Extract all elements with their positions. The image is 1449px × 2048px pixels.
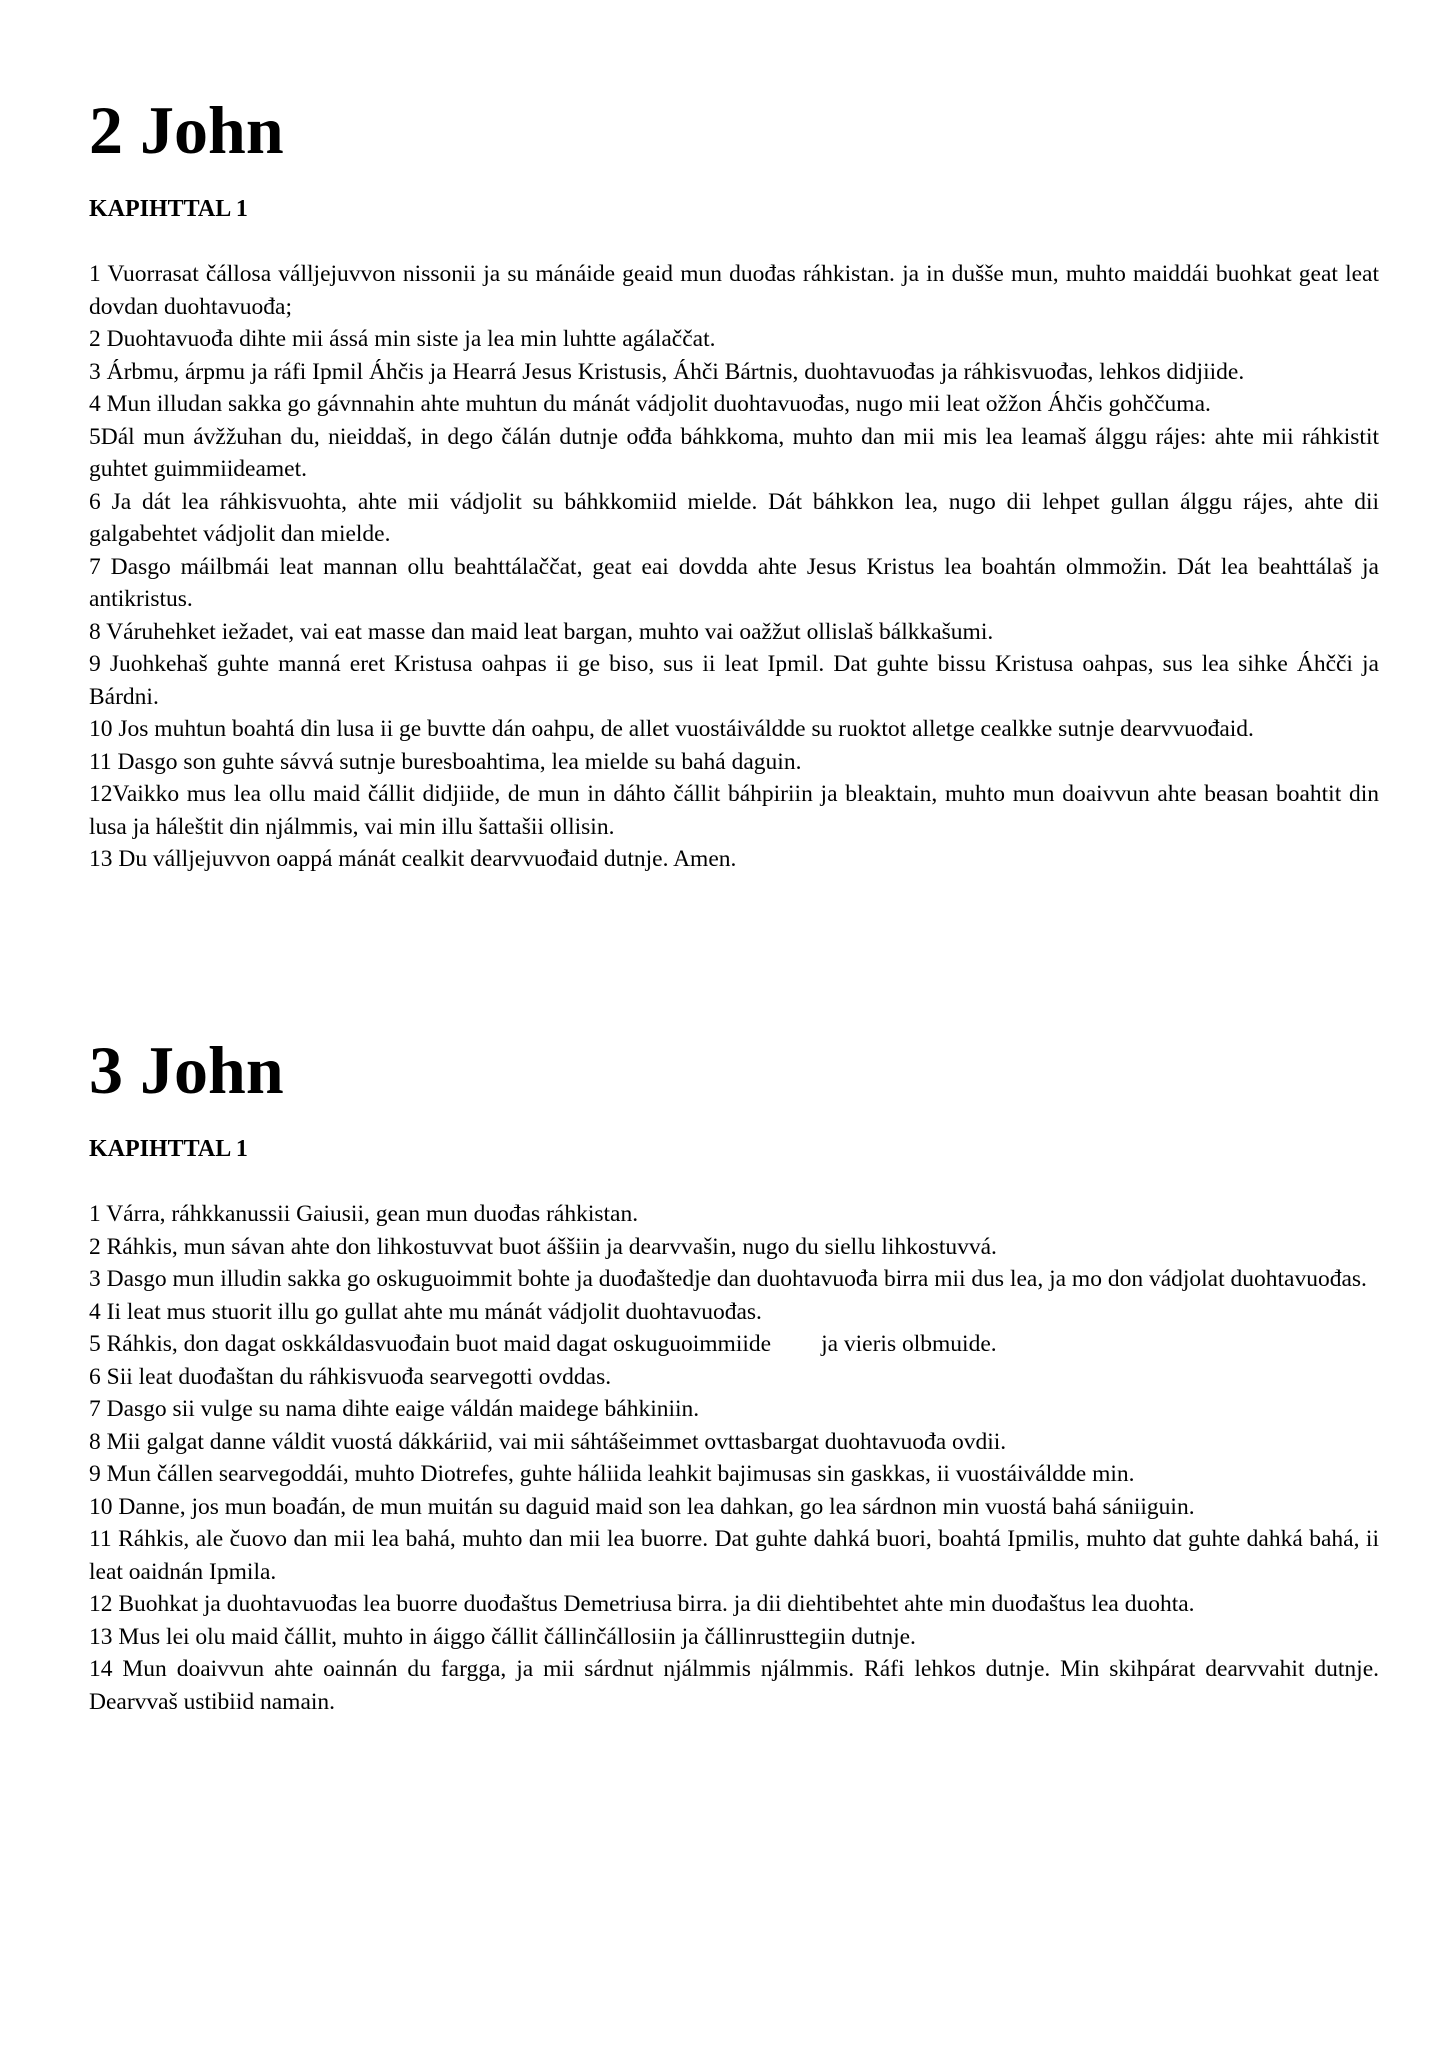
verse: 4 Mun illudan sakka go gávnnahin ahte muhtun du mánát vádjolit duohtavuođas, nugo mii leat ožžon Áhčis gohččuma. [89,391,1211,417]
verse: 8 Mii galgat danne váldit vuostá dákkáriid, vai mii sáhtášeimmet ovttasbargat duohtavuođa ovdii. [89,1428,1007,1455]
verse: 13 Du válljejuvvon oappá mánát cealkit dearvvuođaid dutnje. Amen. [89,846,737,872]
verse: 13 Mus lei olu maid čállit, muhto in áiggo čállit čállinčállosiin ja čállinrusttegiin dutnje. [89,1623,916,1650]
verse: 14 Mun doaivvun ahte oainnán du fargga, ja mii sárdnut njálmmis njálmmis. Ráfi lehkos dutnje. Min skihpárat dearvvahit dutnje. Dearvvaš ustibiid namain. [89,1656,1379,1715]
verse: 3 Árbmu, árpmu ja ráfi Ipmil Áhčis ja Hearrá Jesus Kristusis, Áhči Bártnis, duohtavuođas ja ráhkisvuođas, lehkos didjiide. [89,358,1245,385]
verse: 6 Ja dát lea ráhkisvuohta, ahte mii vádjolit su báhkkomiid mielde. Dát báhkkon lea, nugo dii lehpet gullan álggu rájes, ahte dii galgabehtet vádjolit dan mielde. [89,488,1379,547]
verse: 10 Danne, jos mun boađán, de mun muitán su daguid maid son lea dahkan, go lea sárdnon min vuostá bahá sániiguin. [89,1493,1195,1520]
verse [89,1328,1379,1361]
verse: 8 Váruhehket iežadet, vai eat masse dan maid leat bargan, muhto vai oažžut ollislaš bálkkašumi. [89,618,994,645]
verse-part: 5 Ráhkis, don dagat oskkáldasvuođain buot maid dagat oskuguoimmiide [89,1331,772,1357]
verse: 2 Duohtavuođa dihte mii ássá min siste ja lea min luhtte agálaččat. [89,326,716,352]
verse: 12 Buohkat ja duohtavuođas lea buorre duođaštus Demetriusa birra. ja dii diehtibehtet ahte min duođaštus lea duohta. [89,1591,1195,1617]
verse: 7 Dasgo máilbmái leat mannan ollu beahttálaččat, geat eai dovdda ahte Jesus Kristus lea boahtán olmmožin. Dát lea beahttálaš ja antikristus. [89,553,1379,612]
verse-list [89,258,1379,876]
verse: 11 Dasgo son guhte sávvá sutnje buresboahtima, lea mielde su bahá daguin. [89,748,802,775]
verse: 12Vaikko mus lea ollu maid čállit didjiide, de mun in dáhto čállit báhpiriin ja bleaktain, muhto mun doaivvun ahte beasan boahtit din lusa ja háleštit din njálmmis, vai min illu šattašii ollisin. [89,781,1379,840]
verse-list [89,1198,1379,1718]
verse: 9 Juohkehaš guhte manná eret Kristusa oahpas ii ge biso, sus ii leat Ipmil. Dat guhte bissu Kristusa oahpas, sus lea sihke Áhčči ja Bárdni. [89,651,1379,710]
verse: 2 Ráhkis, mun sávan ahte don lihkostuvvat buot áššiin ja dearvvašin, nugo du siellu lihkostuvvá. [89,1233,997,1260]
book-3-john [89,1030,1379,1718]
verse: 4 Ii leat mus stuorit illu go gullat ahte mu mánát vádjolit duohtavuođas. [89,1298,762,1325]
chapter-heading: KAPIHTTAL 1 [89,1136,248,1162]
book-title: 3 John [89,1032,284,1108]
verse: 9 Mun čállen searvegoddái, muhto Diotrefes, guhte háliida leahkit bajimusas sin gaskkas, ii vuostáiváldde min. [89,1461,1135,1487]
verse: 6 Sii leat duođaštan du ráhkisvuođa searvegotti ovddas. [89,1363,612,1390]
verse: 10 Jos muhtun boahtá din lusa ii ge buvtte dán oahpu, de allet vuostáiváldde su ruoktot alletge cealkke sutnje dearvvuođaid. [89,716,1254,742]
verse: 5Dál mun ávžžuhan du, nieiddaš, in dego čálán dutnje ođđa báhkkoma, muhto dan mii mis lea leamaš álggu rájes: ahte mii ráhkistit guhtet guimmiideamet. [89,423,1379,482]
book-title: 2 John [89,92,284,168]
verse: 7 Dasgo sii vulge su nama dihte eaige váldán maidege báhkiniin. [89,1396,700,1422]
verse: 11 Ráhkis, ale čuovo dan mii lea bahá, muhto dan mii lea buorre. Dat guhte dahká buori, boahtá Ipmilis, muhto dat guhte dahká bahá, ii leat oaidnán Ipmila. [89,1526,1379,1585]
chapter-heading: KAPIHTTAL 1 [89,196,248,222]
verse: 1 Várra, ráhkkanussii Gaiusii, gean mun duođas ráhkistan. [89,1201,639,1227]
book-2-john [89,90,1379,876]
verse: 1 Vuorrasat čállosa válljejuvvon nissonii ja su mánáide geaid mun duođas ráhkistan. ja in dušše mun, muhto maiddái buohkat geat leat dovdan duohtavuođa; [89,261,1379,320]
verse: 3 Dasgo mun illudin sakka go oskuguoimmit bohte ja duođaštedje dan duohtavuođa birra mii dus lea, ja mo don vádjolat duohtavuođas. [89,1266,1367,1292]
verse-part: ja vieris olbmuide. [821,1331,997,1357]
